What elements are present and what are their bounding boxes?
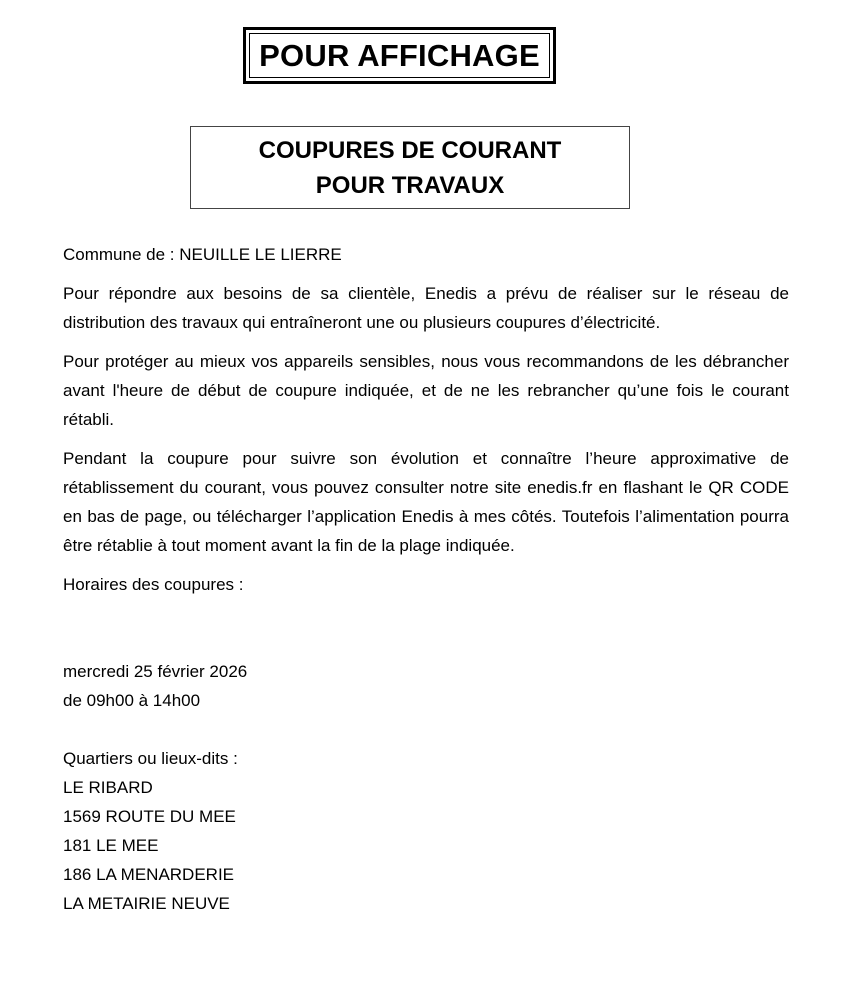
paragraph-protect-devices: Pour protéger au mieux vos appareils sensibles, nous vous recommandons de les débrancher avant l'heure de début de coupure indiquée, et de ne les rebrancher qu’une fois le courant rétabli. <box>63 352 789 429</box>
location-item: 186 LA MENARDERIE <box>63 865 235 884</box>
badge-label: POUR AFFICHAGE <box>249 33 550 78</box>
schedule-time: de 09h00 à 14h00 <box>63 691 201 710</box>
posting-badge <box>243 27 556 84</box>
title-line-1: COUPURES DE COURANT <box>258 136 562 164</box>
schedule-date: mercredi 25 février 2026 <box>63 662 248 681</box>
horaires-label: Horaires des coupures : <box>63 575 244 594</box>
title-box <box>190 126 630 209</box>
location-item: LE RIBARD <box>63 778 153 797</box>
paragraph-works: Pour répondre aux besoins de sa clientèle, Enedis a prévu de réaliser sur le réseau de distribution des travaux qui entraîneront une ou plusieurs coupures d’électricité. <box>63 284 789 332</box>
title-line-2: POUR TRAVAUX <box>315 171 505 199</box>
commune-line: Commune de : NEUILLE LE LIERRE <box>63 245 342 264</box>
notice-body <box>63 240 789 918</box>
locations-label: Quartiers ou lieux-dits : <box>63 749 238 768</box>
paragraph-follow-outage: Pendant la coupure pour suivre son évolution et connaître l’heure approximative de rétablissement du courant, vous pouvez consulter notre site enedis.fr en flashant le QR CODE en bas de page, ou télécharger l’application Enedis à mes côtés. Toutefois l’alimentation pourra être rétablie à tout moment avant la fin de la plage indiquée. <box>63 449 789 555</box>
location-item: LA METAIRIE NEUVE <box>63 894 230 913</box>
location-item: 1569 ROUTE DU MEE <box>63 807 236 826</box>
location-item: 181 LE MEE <box>63 836 159 855</box>
